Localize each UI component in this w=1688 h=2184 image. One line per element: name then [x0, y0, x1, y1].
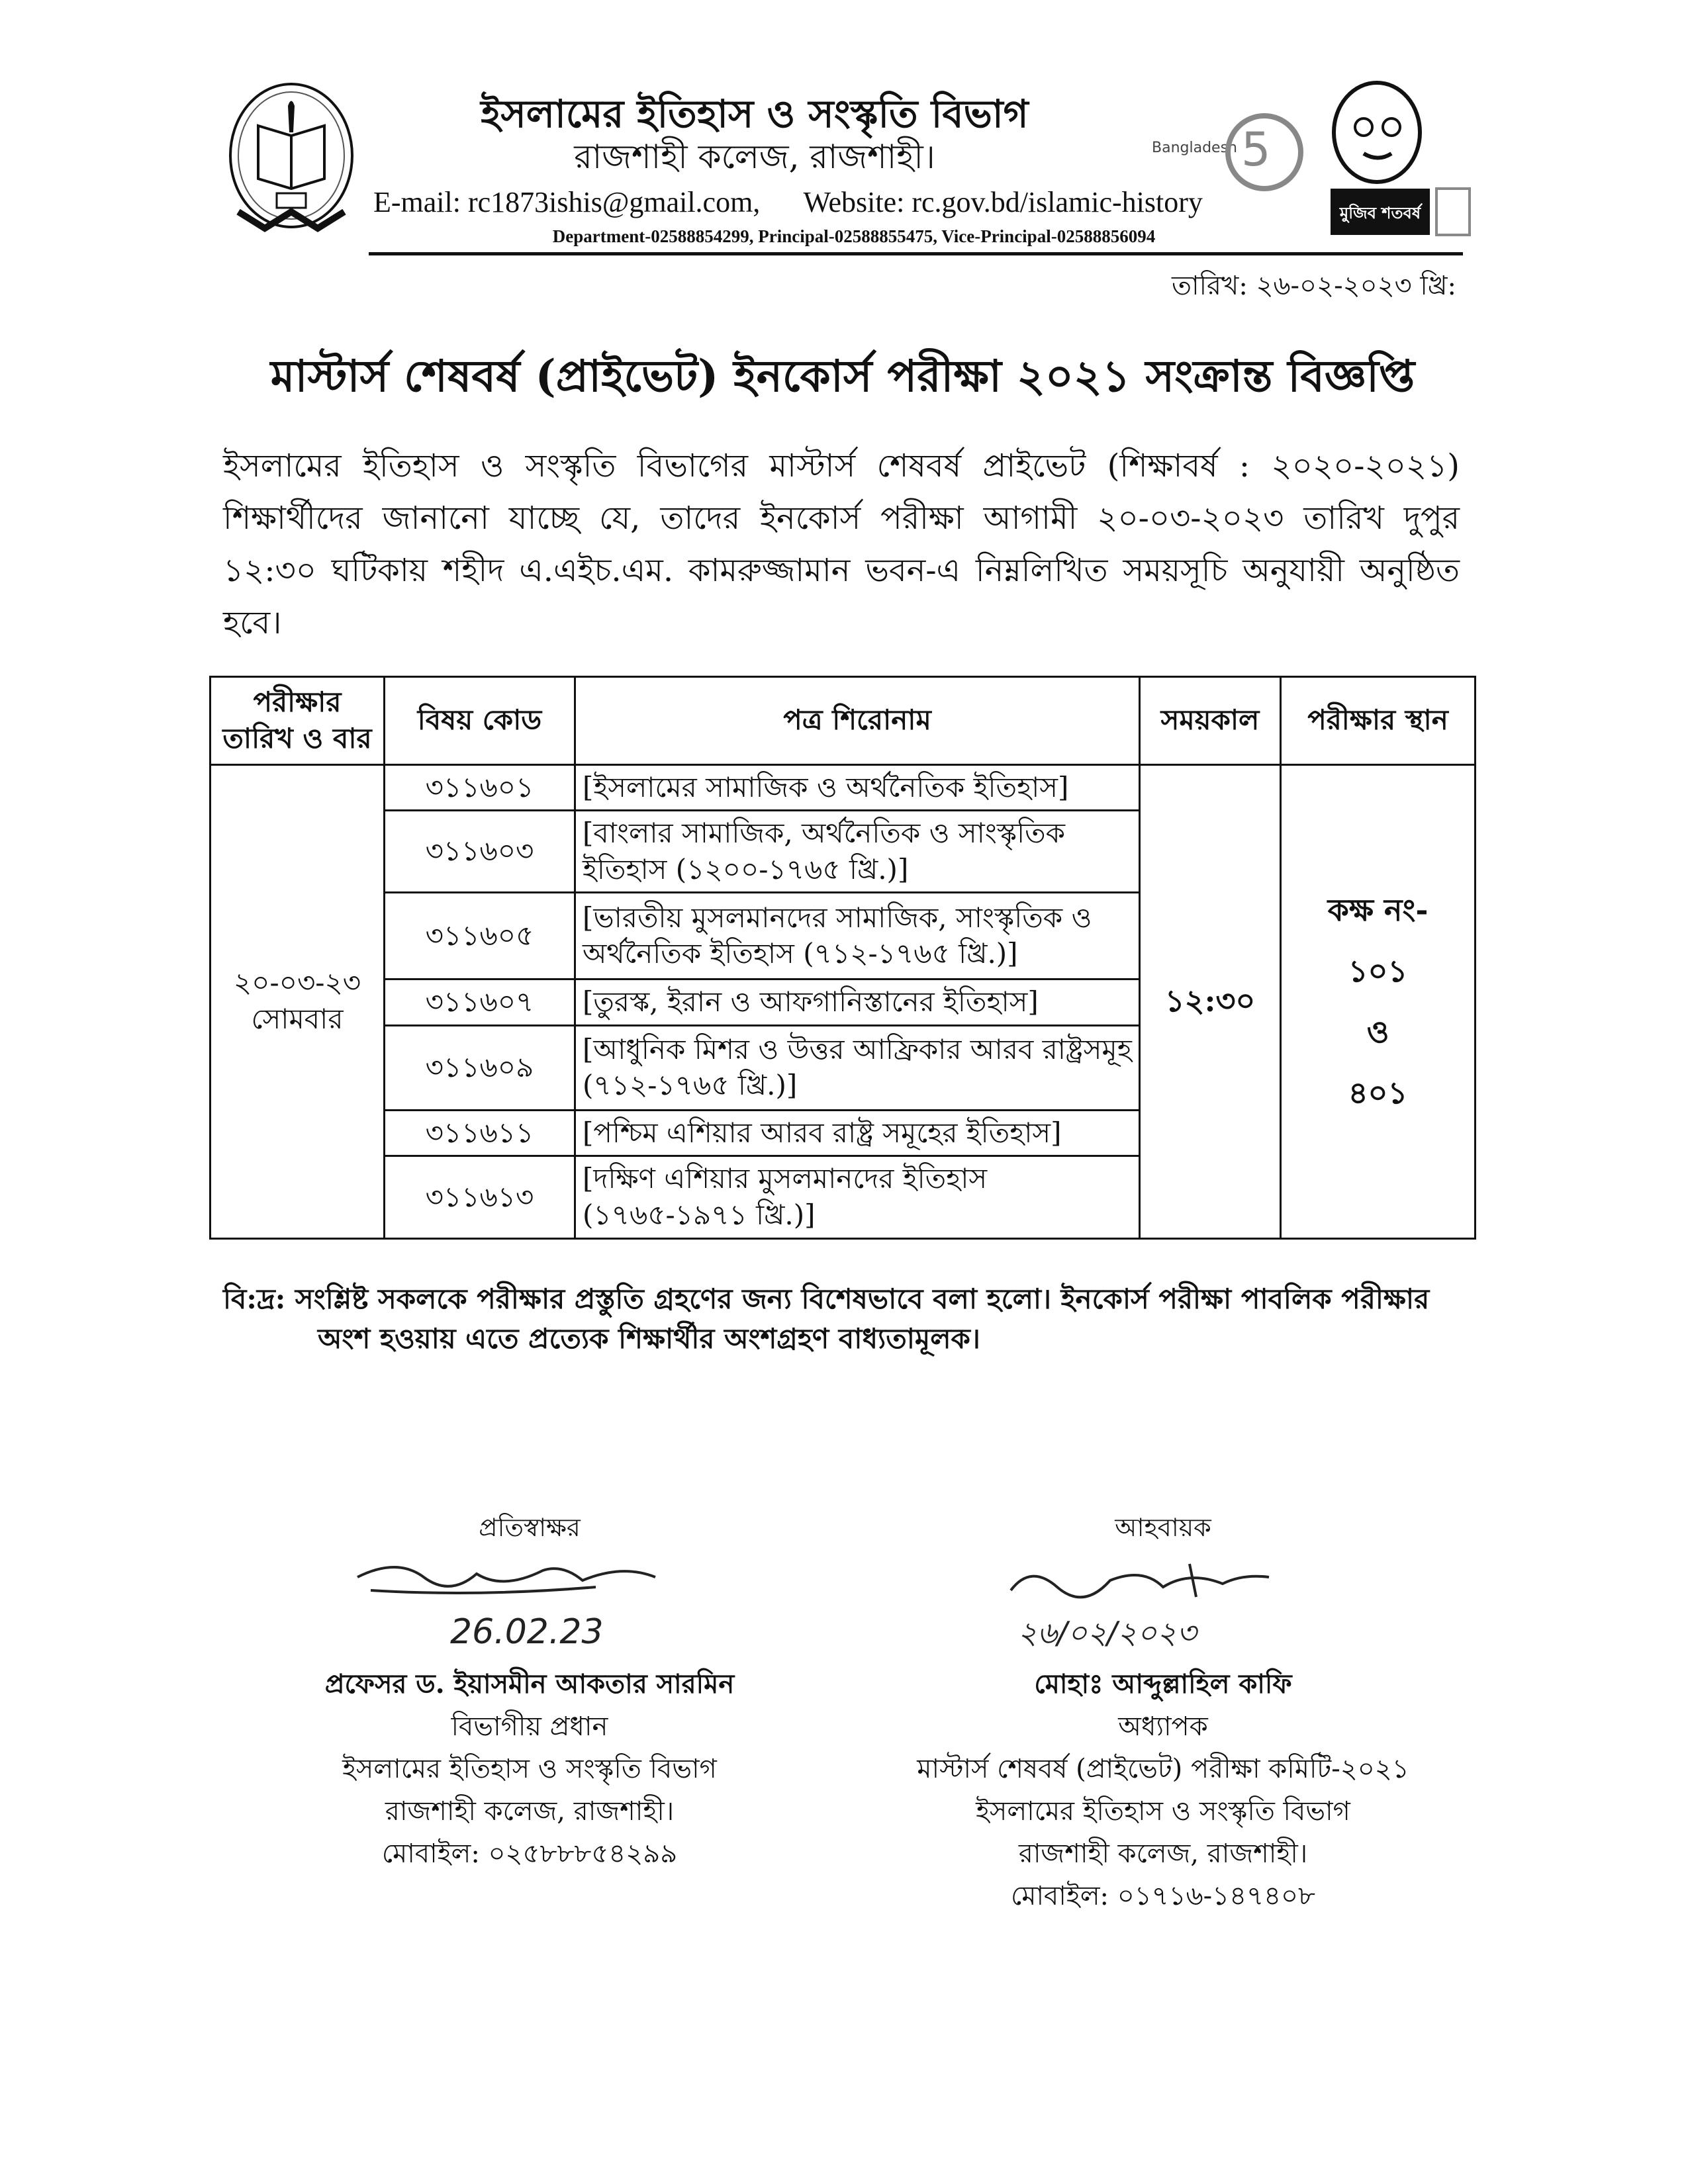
signatory-name: প্রফেসর ড. ইয়াসমীন আকতার সারমিন	[324, 1668, 735, 1700]
subject-code: ৩১১৬০৯	[385, 1025, 575, 1110]
note-line: বি:দ্র: সংশ্লিষ্ট সকলকে পরীক্ষার প্রস্তুতি গ্রহণের জন্য বিশেষভাবে বলা হলো। ইনকোর্স পরীক্ষা পাবলিক পরীক্ষার	[223, 1282, 1430, 1315]
notice-body: ইসলামের ইতিহাস ও সংস্কৃতি বিভাগের মাস্টার্স শেষবর্ষ প্রাইভেট (শিক্ষাবর্ষ : ২০২০-২০২১) শিক্ষার্থীদের জানানো যাচ্ছে যে, তাদের ইনকোর্স পরীক্ষা আগামী ২০-০৩-২০২৩ তারিখ দুপুর ১২:৩০ ঘটিকায় শহীদ এ.এইচ.এম. কামরুজ্জামান ভবন-এ নিম্নলিখিত সময়সূচি অনুযায়ী অনুষ্ঠিত হবে।	[223, 447, 1460, 641]
signatory-line: রাজশাহী কলেজ, রাজশাহী।	[1018, 1838, 1308, 1869]
signatory-line: মোবাইল: ০১৭১৬-১৪৭৪০৮	[1011, 1880, 1315, 1911]
left-signatory-column	[238, 1511, 821, 1875]
signatory-line: মাস্টার্স শেষবর্ষ (প্রাইভেট) পরীক্ষা কমিটি-২০২১	[917, 1753, 1409, 1784]
exam-schedule-table	[209, 676, 1476, 1240]
signatory-line: ইসলামের ইতিহাস ও সংস্কৃতি বিভাগ	[342, 1753, 717, 1784]
notice-title: মাস্টার্স শেষবর্ষ (প্রাইভেট) ইনকোর্স পরীক্ষা ২০২১ সংক্রান্ত বিজ্ঞপ্তি	[270, 350, 1415, 402]
left-signatory-block	[238, 1663, 821, 1875]
signatory-line: মোবাইল: ০২৫৮৮৮৫৪২৯৯	[381, 1838, 678, 1869]
col-venue: পরীক্ষার স্থান	[1281, 676, 1476, 764]
note	[223, 1279, 1476, 1359]
note-line: অংশ হওয়ায় এতে প্রত্যেক শিক্ষার্থীর অংশগ্রহণ বাধ্যতামূলক।	[318, 1322, 980, 1355]
col-code: বিষয় কোড	[385, 676, 575, 764]
subject-code: ৩১১৬১১	[385, 1110, 575, 1156]
exam-date: ২০-০৩-২৩	[233, 966, 361, 999]
venue-room: ১০১	[1348, 953, 1408, 989]
paper-title: [পশ্চিম এশিয়ার আরব রাষ্ট্র সমূহের ইতিহাস]	[575, 1110, 1140, 1156]
notice-date: তারিখ: ২৬-০২-২০২৩ খ্রি:	[1172, 271, 1456, 301]
college-logo	[225, 79, 357, 238]
table-header-row	[211, 676, 1476, 764]
notice-content	[209, 265, 1476, 1974]
col-title: পত্র শিরোনাম	[575, 676, 1140, 764]
left-signature-date: 26.02.23	[450, 1612, 604, 1652]
col-time: সময়কাল	[1140, 676, 1281, 764]
paper-title: [ভারতীয় মুসলমানদের সামাজিক, সাংস্কৃতিক ও অর্থনৈতিক ইতিহাস (৭১২-১৭৬৫ খ্রি.)]	[575, 893, 1140, 979]
paper-title: [বাংলার সামাজিক, অর্থনৈতিক ও সাংস্কৃতিক ইতিহাস (১২০০-১৭৬৫ খ্রি.)]	[575, 811, 1140, 893]
exam-day: সোমবার	[251, 1003, 344, 1036]
signatory-line: বিভাগীয় প্রধান	[451, 1711, 608, 1742]
right-signature	[991, 1551, 1335, 1657]
venue-room: ৪০১	[1348, 1075, 1408, 1111]
signatory-line: অধ্যাপক	[1118, 1711, 1208, 1742]
right-signatory-column	[849, 1511, 1477, 1917]
college-name: রাজশাহী কলেজ, রাজশাহী।	[574, 138, 935, 176]
subject-code: ৩১১৬১৩	[385, 1156, 575, 1238]
signatory-name: মোহাঃ আব্দুল্লাহিল কাফি	[1034, 1668, 1292, 1700]
contact-line: E-mail: rc1873ishis@gmail.com, Website: rc.gov.bd/islamic-history	[373, 186, 1203, 218]
mujib-centenary-text: মুজিব শতবর্ষ	[1339, 204, 1421, 222]
right-signature-date: ২৬/০২/২০২৩	[1017, 1614, 1197, 1651]
subject-code: ৩১১৬০১	[385, 764, 575, 811]
right-signatory-block	[849, 1663, 1477, 1917]
bangladesh-label: Bangladesh	[1152, 140, 1237, 156]
countersign-label: প্রতিস্বাক্ষর	[479, 1512, 581, 1542]
header-divider	[369, 252, 1463, 255]
signatures	[209, 1511, 1476, 1974]
subject-code: ৩১১৬০৩	[385, 811, 575, 893]
paper-title: [ইসলামের সামাজিক ও অর্থনৈতিক ইতিহাস]	[575, 764, 1140, 811]
paper-title: [আধুনিক মিশর ও উত্তর আফ্রিকার আরব রাষ্ট্রসমূহ (৭১২-১৭৬৫ খ্রি.)]	[575, 1025, 1140, 1110]
table-row	[211, 764, 1476, 811]
exam-date-cell	[211, 764, 385, 1238]
left-signature	[344, 1551, 715, 1657]
venue-label: কক্ষ নং-	[1327, 892, 1429, 929]
signatory-line: রাজশাহী কলেজ, রাজশাহী।	[385, 1796, 675, 1827]
department-name: ইসলামের ইতিহাস ও সংস্কৃতি বিভাগ	[481, 91, 1029, 136]
phone-numbers: Department-02588854299, Principal-02588855475, Vice-Principal-02588856094	[552, 226, 1156, 246]
signatory-line: ইসলামের ইতিহাস ও সংস্কৃতি বিভাগ	[976, 1796, 1350, 1827]
paper-title: [দক্ষিণ এশিয়ার মুসলমানদের ইতিহাস (১৭৬৫-১৯৭১ খ্রি.)]	[575, 1156, 1140, 1238]
paper-title: [তুরস্ক, ইরান ও আফগানিস্তানের ইতিহাস]	[575, 979, 1140, 1026]
exam-venue	[1281, 764, 1476, 1238]
col-date: পরীক্ষার তারিখ ও বার	[211, 676, 385, 764]
svg-text:5: 5	[1241, 122, 1271, 177]
subject-code: ৩১১৬০৭	[385, 979, 575, 1026]
subject-code: ৩১১৬০৫	[385, 893, 575, 979]
convener-label: আহবায়ক	[1115, 1512, 1211, 1542]
exam-time: ১২:৩০	[1140, 764, 1281, 1238]
venue-and: ও	[1366, 1014, 1389, 1050]
